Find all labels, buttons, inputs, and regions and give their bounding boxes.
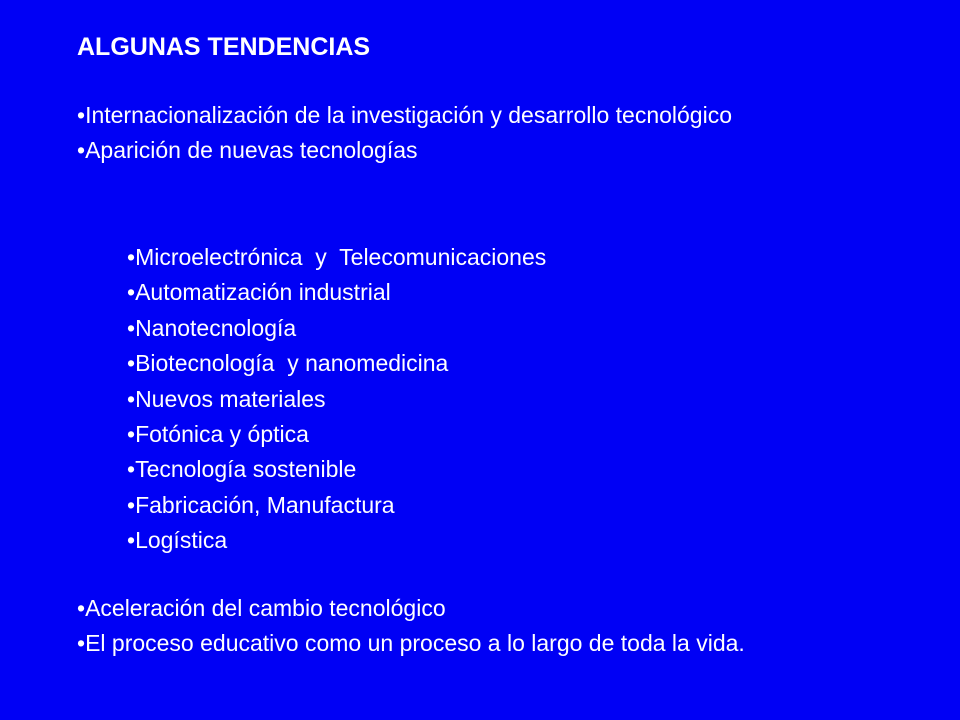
list-item-text: Tecnología sostenible <box>135 456 357 483</box>
list-item-text: Fabricación, Manufactura <box>135 491 395 518</box>
slide-title: ALGUNAS TENDENCIAS <box>77 33 371 61</box>
bullet-icon: • <box>127 244 136 270</box>
bullet-icon: • <box>77 137 86 163</box>
list-item-text: El proceso educativo como un proceso a lo largo de toda la vida. <box>85 630 745 656</box>
list-item <box>127 311 827 346</box>
list-item-text: Automatización industrial <box>135 279 391 306</box>
bullet-icon: • <box>127 314 136 341</box>
list-item-text: Nanotecnología <box>135 314 297 341</box>
list-item <box>127 523 827 558</box>
list-item <box>127 452 827 487</box>
list-item-text: Logística <box>135 527 228 554</box>
list-item <box>127 346 827 381</box>
list-item-text: Microelectrónica y Telecomunicaciones <box>135 244 547 270</box>
list-item <box>77 98 839 133</box>
bullet-icon: • <box>127 491 136 518</box>
list-item-text: Fotónica y óptica <box>135 421 309 448</box>
list-item <box>127 275 827 310</box>
bottom-bullet-list <box>77 591 839 661</box>
list-item <box>127 417 827 452</box>
bullet-icon: • <box>127 456 136 483</box>
list-item <box>127 240 827 275</box>
bullet-icon: • <box>77 595 86 621</box>
list-item-text: Biotecnología y nanomedicina <box>135 350 449 377</box>
list-item <box>127 382 827 417</box>
list-item-text: Aparición de nuevas tecnologías <box>85 137 418 163</box>
technology-sub-list <box>127 240 827 559</box>
list-item-text: Nuevos materiales <box>135 385 326 412</box>
list-item <box>127 488 827 523</box>
list-item <box>77 133 839 168</box>
bullet-icon: • <box>127 350 136 377</box>
bullet-icon: • <box>77 102 86 128</box>
bullet-icon: • <box>127 385 136 412</box>
bullet-icon: • <box>127 421 136 448</box>
bullet-icon: • <box>77 630 86 656</box>
bullet-icon: • <box>127 279 136 306</box>
list-item-text: Internacionalización de la investigación y desarrollo tecnológico <box>85 102 733 128</box>
list-item <box>77 626 839 661</box>
top-bullet-list <box>77 98 839 168</box>
bullet-icon: • <box>127 527 136 554</box>
list-item <box>77 591 839 626</box>
list-item-text: Aceleración del cambio tecnológico <box>85 595 446 621</box>
